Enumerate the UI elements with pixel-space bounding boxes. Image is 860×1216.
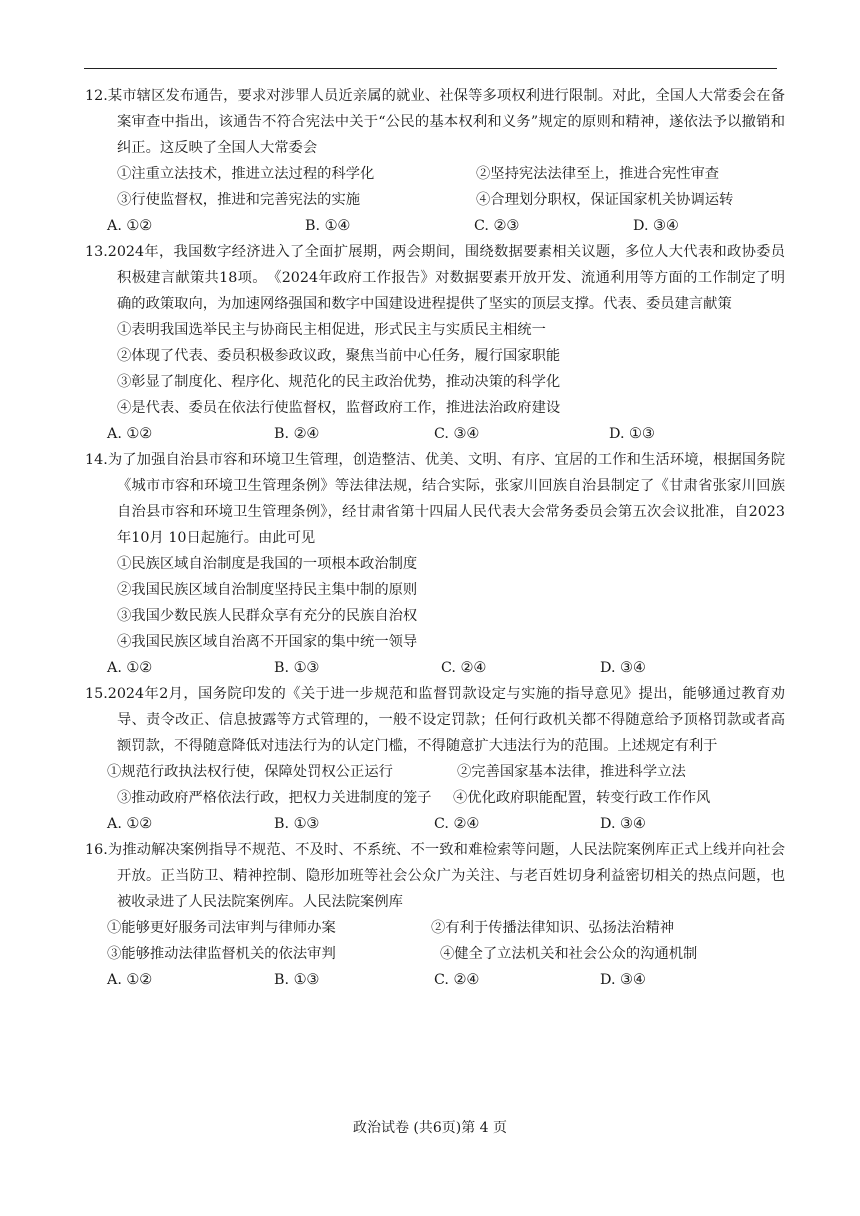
question-list bbox=[85, 83, 785, 993]
statement-row bbox=[85, 551, 785, 577]
question-15 bbox=[85, 681, 785, 837]
option-c: C. ③④ bbox=[434, 426, 480, 442]
statement-3: ③行使监督权，推进和完善宪法的实施 bbox=[117, 192, 361, 208]
option-d: D. ①③ bbox=[609, 426, 655, 442]
page-footer: 政治试卷 (共6页)第 4 页 bbox=[352, 1120, 508, 1136]
option-c: C. ②④ bbox=[434, 816, 480, 832]
option-a: A. ①② bbox=[107, 218, 153, 234]
option-row bbox=[85, 213, 785, 239]
statement-row bbox=[85, 317, 785, 343]
question-stem: 16.为推动解决案例指导不规范、不及时、不系统、不一致和难检索等问题，人民法院案例库正式上线并向社会开放。正当防卫、精神控制、隐形加班等社会公众广为关注、与老百姓切身利益密切相关的热点问题，也被收录进了人民法院案例库。人民法院案例库 bbox=[85, 842, 785, 910]
statement-1: ①民族区域自治制度是我国的一项根本政治制度 bbox=[117, 556, 418, 572]
option-row bbox=[85, 421, 785, 447]
statement-4: ④优化政府职能配置，转变行政工作作风 bbox=[453, 790, 711, 806]
option-a: A. ①② bbox=[107, 660, 153, 676]
statement-row bbox=[85, 187, 785, 213]
statement-4: ④合理划分职权，保证国家机关协调运转 bbox=[476, 192, 734, 208]
statement-row bbox=[85, 369, 785, 395]
statement-3: ③能够推动法律监督机关的依法审判 bbox=[107, 946, 336, 962]
statement-3: ③推动政府严格依法行政，把权力关进制度的笼子 bbox=[117, 790, 432, 806]
statement-3: ③彰显了制度化、程序化、规范化的民主政治优势，推动决策的科学化 bbox=[117, 374, 561, 390]
statement-2: ②体现了代表、委员积极参政议政，聚焦当前中心任务，履行国家职能 bbox=[117, 348, 561, 364]
statement-row bbox=[85, 603, 785, 629]
option-c: C. ②④ bbox=[434, 972, 480, 988]
statement-2: ②坚持宪法法律至上，推进合宪性审查 bbox=[476, 166, 720, 182]
question-stem: 15.2024年2月，国务院印发的《关于进一步规范和监督罚款设定与实施的指导意见》提出，能够通过教育劝导、责令改正、信息披露等方式管理的，一般不设定罚款；任何行政机关都不得随意给予顶格罚款或者高额罚款，不得随意降低对违法行为的认定门槛，不得随意扩大违法行为的范围。上述规定有利于 bbox=[85, 686, 785, 754]
statement-1: ①注重立法技术，推进立法过程的科学化 bbox=[117, 166, 375, 182]
statement-row bbox=[85, 343, 785, 369]
statement-2: ②有利于传播法律知识、弘扬法治精神 bbox=[431, 920, 675, 936]
option-b: B. ②④ bbox=[274, 426, 320, 442]
statement-1: ①表明我国选举民主与协商民主相促进，形式民主与实质民主相统一 bbox=[117, 322, 546, 338]
option-b: B. ①③ bbox=[274, 972, 320, 988]
option-d: D. ③④ bbox=[633, 218, 679, 234]
question-13 bbox=[85, 239, 785, 447]
question-stem: 13.2024年，我国数字经济进入了全面扩展期，两会期间，围绕数据要素相关议题，多位人大代表和政协委员积极建言献策共18项。 《2024年政府工作报告》对数据要素开放开发、流通利用等方面的工作制定了明确的政策取向，为加速网络强国和数字中国建设进程提供了坚实的顶层支撑。代表、委员建言献策 bbox=[85, 244, 785, 312]
header-rule bbox=[84, 68, 777, 69]
question-12 bbox=[85, 83, 785, 239]
option-a: A. ①② bbox=[107, 972, 153, 988]
statement-2: ②完善国家基本法律，推进科学立法 bbox=[457, 764, 686, 780]
statement-row bbox=[85, 577, 785, 603]
option-row bbox=[85, 967, 785, 993]
option-b: B. ①③ bbox=[274, 660, 320, 676]
statement-row bbox=[85, 785, 785, 811]
statement-4: ④健全了立法机关和社会公众的沟通机制 bbox=[440, 946, 698, 962]
option-a: A. ①② bbox=[107, 426, 153, 442]
statement-2: ②我国民族区域自治制度坚持民主集中制的原则 bbox=[117, 582, 418, 598]
option-d: D. ③④ bbox=[600, 972, 646, 988]
question-stem: 14.为了加强自治县市容和环境卫生管理，创造整洁、优美、文明、有序、宜居的工作和生活环境，根据国务院《城市市容和环境卫生管理条例》等法律法规，结合实际，张家川回族自治县制定了《甘肃省张家川回族自治县市容和环境卫生管理条例》，经甘肃省第十四届人民代表大会常务委员会第五次会议批准，自2023年10月 10日起施行。由此可见 bbox=[85, 452, 785, 546]
statement-3: ③我国少数民族人民群众享有充分的民族自治权 bbox=[117, 608, 418, 624]
statement-row bbox=[85, 161, 785, 187]
statement-1: ①规范行政执法权行使，保障处罚权公正运行 bbox=[107, 764, 393, 780]
option-row bbox=[85, 655, 785, 681]
option-d: D. ③④ bbox=[600, 816, 646, 832]
option-c: C. ②③ bbox=[474, 218, 520, 234]
option-c: C. ②④ bbox=[441, 660, 487, 676]
statement-row bbox=[85, 941, 785, 967]
option-b: B. ①④ bbox=[305, 218, 351, 234]
statement-4: ④我国民族区域自治离不开国家的集中统一领导 bbox=[117, 634, 418, 650]
statement-4: ④是代表、委员在依法行使监督权，监督政府工作，推进法治政府建设 bbox=[117, 400, 561, 416]
statement-row bbox=[85, 629, 785, 655]
option-b: B. ①③ bbox=[274, 816, 320, 832]
statement-row bbox=[85, 915, 785, 941]
question-16 bbox=[85, 837, 785, 993]
option-row bbox=[85, 811, 785, 837]
statement-row bbox=[85, 395, 785, 421]
question-stem: 12.某市辖区发布通告，要求对涉罪人员近亲属的就业、社保等多项权利进行限制。对此，全国人大常委会在备案审查中指出，该通告不符合宪法中关于“公民的基本权利和义务”规定的原则和精神，遂依法予以撤销和纠正。这反映了全国人大常委会 bbox=[85, 88, 785, 156]
statement-1: ①能够更好服务司法审判与律师办案 bbox=[107, 920, 336, 936]
question-14 bbox=[85, 447, 785, 681]
option-a: A. ①② bbox=[107, 816, 153, 832]
statement-row bbox=[85, 759, 785, 785]
option-d: D. ③④ bbox=[600, 660, 646, 676]
